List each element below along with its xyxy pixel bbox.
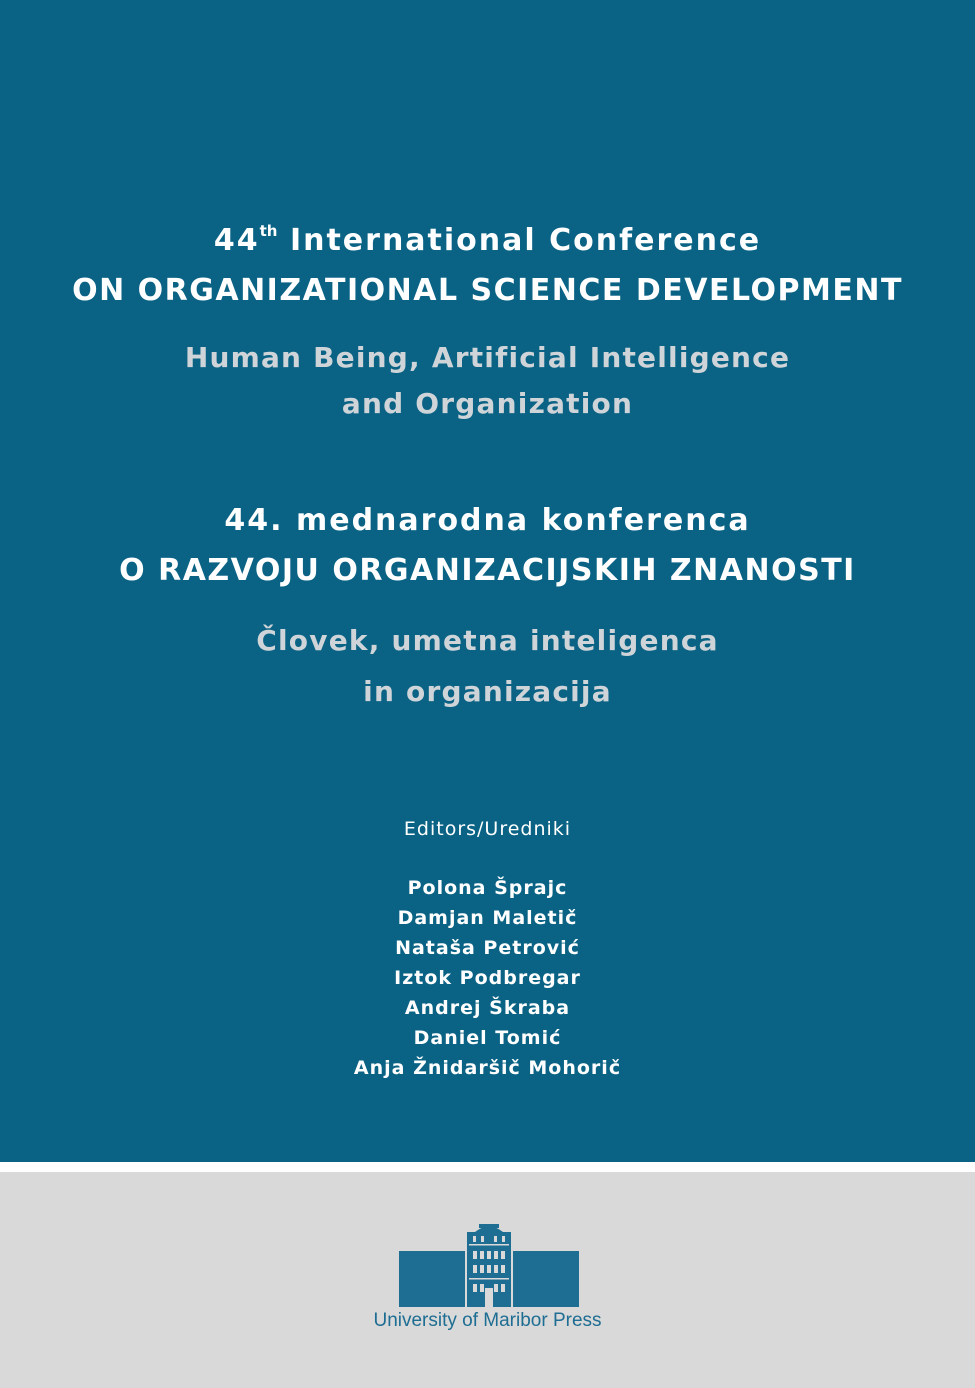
university-building-logo	[399, 1222, 579, 1308]
editor-name: Nataša Petrović	[395, 937, 580, 959]
conference-subtitle-sl-line1: Človek, umetna inteligenca	[256, 624, 719, 657]
conference-title-en-line2: ON ORGANIZATIONAL SCIENCE DEVELOPMENT	[72, 273, 903, 308]
editor-name: Damjan Maletič	[397, 907, 578, 929]
conference-subtitle-en-line1: Human Being, Artificial Intelligence	[184, 341, 791, 374]
conference-title-sl-line2: O RAZVOJU ORGANIZACIJSKIH ZNANOSTI	[119, 553, 856, 588]
conference-title-en	[0, 222, 975, 258]
conference-subtitle-sl-line2: in organizacija	[363, 675, 612, 708]
editor-name: Iztok Podbregar	[394, 967, 581, 989]
ordinal-number: 44	[213, 223, 260, 258]
conference-title-sl: 44. mednarodna konferenca	[224, 503, 751, 538]
conference-subtitle-en-line2: and Organization	[341, 387, 634, 420]
editors-label: Editors/Uredniki	[403, 818, 572, 840]
editor-name: Andrej Škraba	[404, 997, 571, 1019]
editor-name: Polona Šprajc	[407, 877, 568, 899]
editor-name: Anja Žnidaršič Mohorič	[353, 1057, 622, 1079]
divider-rule	[0, 1162, 975, 1172]
editor-name: Daniel Tomić	[413, 1027, 562, 1049]
ordinal-suffix: th	[259, 222, 278, 240]
conference-title-en-rest: International Conference	[289, 223, 762, 258]
publisher-name: University of Maribor Press	[373, 1310, 602, 1331]
